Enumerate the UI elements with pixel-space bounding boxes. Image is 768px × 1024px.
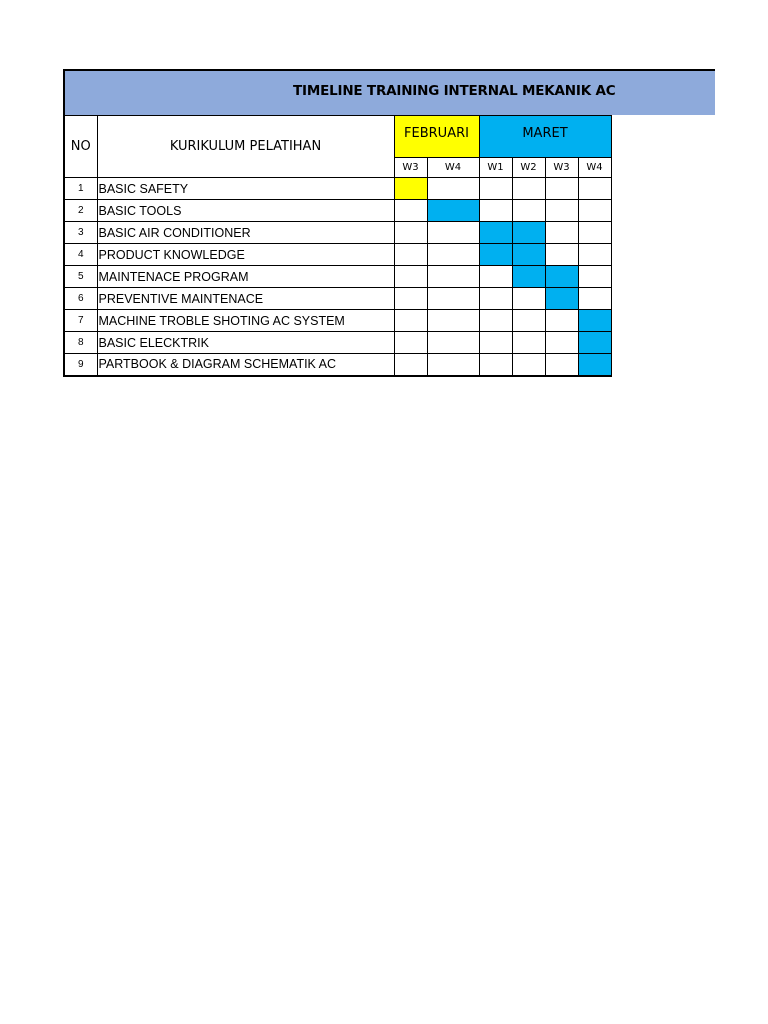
row-number: 4 (64, 244, 97, 266)
table-row (64, 244, 611, 266)
schedule-cell (545, 310, 578, 332)
row-number: 9 (64, 354, 97, 376)
schedule-cell-filled (512, 266, 545, 288)
schedule-cell (479, 310, 512, 332)
schedule-cell (479, 200, 512, 222)
schedule-cell-filled (394, 178, 427, 200)
table-row (64, 178, 611, 200)
header-curriculum: KURIKULUM PELATIHAN (97, 116, 394, 178)
week-header: W3 (394, 158, 427, 178)
table-row (64, 200, 611, 222)
schedule-cell (427, 178, 479, 200)
week-header: W2 (512, 158, 545, 178)
row-number: 6 (64, 288, 97, 310)
table-row (64, 266, 611, 288)
schedule-cell (394, 354, 427, 376)
schedule-cell-filled (512, 222, 545, 244)
timeline-table (63, 115, 612, 377)
table-body (64, 116, 611, 376)
schedule-cell (479, 178, 512, 200)
schedule-cell-filled (479, 244, 512, 266)
schedule-cell-filled (427, 200, 479, 222)
table-row (64, 332, 611, 354)
curriculum-name: BASIC TOOLS (97, 200, 394, 222)
week-header: W3 (545, 158, 578, 178)
curriculum-name: BASIC SAFETY (97, 178, 394, 200)
schedule-cell (545, 178, 578, 200)
schedule-cell (394, 200, 427, 222)
schedule-cell (479, 288, 512, 310)
week-header: W4 (578, 158, 611, 178)
header-row (64, 116, 611, 158)
table-row (64, 310, 611, 332)
schedule-cell-filled (545, 288, 578, 310)
schedule-cell (545, 244, 578, 266)
schedule-cell (394, 266, 427, 288)
schedule-cell (427, 332, 479, 354)
curriculum-name: MACHINE TROBLE SHOTING AC SYSTEM (97, 310, 394, 332)
schedule-cell-filled (578, 332, 611, 354)
curriculum-name: PRODUCT KNOWLEDGE (97, 244, 394, 266)
schedule-cell (512, 200, 545, 222)
header-no: NO (64, 116, 97, 178)
schedule-cell (512, 354, 545, 376)
row-number: 5 (64, 266, 97, 288)
schedule-cell (578, 200, 611, 222)
schedule-cell (578, 222, 611, 244)
schedule-cell (394, 288, 427, 310)
schedule-cell (479, 332, 512, 354)
curriculum-name: BASIC ELECKTRIK (97, 332, 394, 354)
row-number: 3 (64, 222, 97, 244)
schedule-cell (545, 354, 578, 376)
week-header: W4 (427, 158, 479, 178)
schedule-cell (427, 222, 479, 244)
schedule-cell (578, 288, 611, 310)
row-number: 2 (64, 200, 97, 222)
schedule-cell-filled (578, 310, 611, 332)
schedule-cell (479, 266, 512, 288)
schedule-cell-filled (545, 266, 578, 288)
schedule-cell (427, 288, 479, 310)
schedule-cell-filled (479, 222, 512, 244)
week-header: W1 (479, 158, 512, 178)
curriculum-name: PREVENTIVE MAINTENACE (97, 288, 394, 310)
schedule-cell-filled (578, 354, 611, 376)
schedule-cell (545, 332, 578, 354)
schedule-cell (578, 244, 611, 266)
schedule-cell (512, 178, 545, 200)
schedule-cell (479, 354, 512, 376)
curriculum-name: BASIC AIR CONDITIONER (97, 222, 394, 244)
title-bar (63, 69, 715, 115)
table-row (64, 354, 611, 376)
schedule-cell (427, 244, 479, 266)
schedule-cell (394, 332, 427, 354)
table-row (64, 222, 611, 244)
schedule-cell (427, 266, 479, 288)
schedule-cell (512, 332, 545, 354)
schedule-cell (578, 266, 611, 288)
header-month-februari: FEBRUARI (394, 116, 479, 158)
schedule-cell (394, 244, 427, 266)
schedule-cell (512, 288, 545, 310)
header-month-maret: MARET (479, 116, 611, 158)
schedule-cell-filled (512, 244, 545, 266)
schedule-cell (427, 354, 479, 376)
schedule-cell (578, 178, 611, 200)
row-number: 8 (64, 332, 97, 354)
schedule-cell (427, 310, 479, 332)
curriculum-name: PARTBOOK & DIAGRAM SCHEMATIK AC (97, 354, 394, 376)
row-number: 1 (64, 178, 97, 200)
schedule-cell (512, 310, 545, 332)
schedule-cell (545, 200, 578, 222)
curriculum-name: MAINTENACE PROGRAM (97, 266, 394, 288)
table-row (64, 288, 611, 310)
schedule-cell (394, 222, 427, 244)
page-title: TIMELINE TRAINING INTERNAL MEKANIK AC (293, 83, 615, 99)
schedule-cell (545, 222, 578, 244)
schedule-cell (394, 310, 427, 332)
row-number: 7 (64, 310, 97, 332)
